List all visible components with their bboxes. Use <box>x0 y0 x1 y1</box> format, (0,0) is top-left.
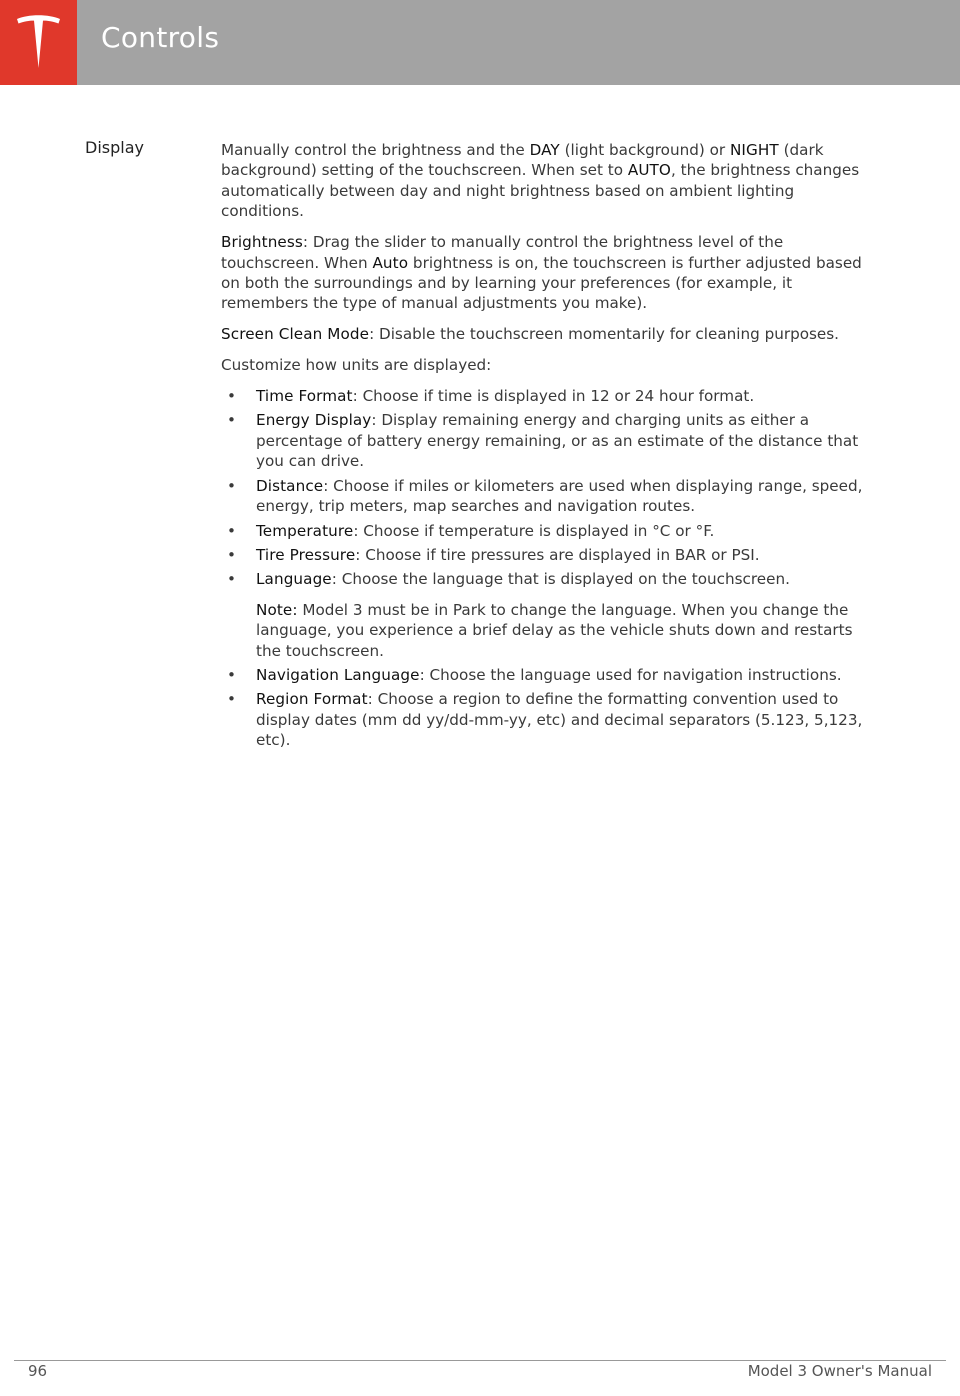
auto-term: Auto <box>372 253 409 272</box>
note-label: Note: <box>256 600 298 619</box>
page-header <box>0 0 960 85</box>
list-item-term: Distance <box>256 476 324 495</box>
auto-keyword: AUTO <box>627 161 671 180</box>
brand-logo-box <box>0 0 77 85</box>
brightness-paragraph <box>221 232 866 314</box>
units-list <box>221 386 866 751</box>
footer-divider <box>14 1360 946 1361</box>
list-item <box>221 569 866 661</box>
bullet-icon: • <box>227 570 236 589</box>
bullet-icon: • <box>227 476 236 495</box>
list-item-term: Tire Pressure <box>256 545 356 564</box>
brightness-term: Brightness <box>221 233 303 252</box>
list-item <box>221 521 866 541</box>
list-item-text: : Choose if miles or kilometers are used when displaying range, speed, energy, trip meters, map searches and navigation routes. <box>256 476 863 516</box>
list-item <box>221 689 866 750</box>
screen-clean-text: : Disable the touchscreen momentarily for cleaning purposes. <box>369 325 840 344</box>
list-item-term: Time Format <box>256 387 353 406</box>
bullet-icon: • <box>227 665 236 684</box>
intro-text: (dark background) setting of the touchscreen. When set to <box>221 141 824 180</box>
bullet-icon: • <box>227 411 236 430</box>
list-item-text: : Choose if tire pressures are displayed in BAR or PSI. <box>355 545 760 564</box>
section-body <box>221 140 866 755</box>
list-item-text: : Choose the language that is displayed on the touchscreen. <box>331 570 790 589</box>
day-keyword: DAY <box>529 141 560 159</box>
language-note <box>256 600 866 661</box>
section-label-display: Display <box>85 138 144 157</box>
list-item-text: : Choose a region to define the formatting convention used to display dates (mm dd yy/dd-mm-yy, etc) and decimal separators (5.123, 5,123, etc). <box>256 690 863 750</box>
page-title: Controls <box>101 21 220 54</box>
screen-clean-paragraph <box>221 324 866 344</box>
intro-text: (light background) or <box>559 141 730 159</box>
list-item-term: Language <box>256 570 332 589</box>
bullet-icon: • <box>227 545 236 564</box>
list-item-term: Temperature <box>256 521 354 540</box>
list-item <box>221 476 866 517</box>
list-item <box>221 665 866 685</box>
units-intro: Customize how units are displayed: <box>221 356 492 375</box>
brightness-text: : Drag the slider to manually control the brightness level of the touchscreen. When <box>221 233 784 272</box>
note-text: Model 3 must be in Park to change the language. When you change the language, you experience a brief delay as the vehicle shuts down and restarts the touchscreen. <box>256 600 853 660</box>
bullet-icon: • <box>227 521 236 540</box>
screen-clean-term: Screen Clean Mode <box>221 325 370 344</box>
list-item-text: : Choose if time is displayed in 12 or 24 hour format. <box>352 387 755 406</box>
intro-text: Manually control the brightness and the <box>221 141 530 159</box>
manual-name: Model 3 Owner's Manual <box>747 1362 932 1380</box>
brightness-text: brightness is on, the touchscreen is further adjusted based on both the surroundings and by learning your preferences (for example, it remembers the type of manual adjustments you make). <box>221 253 862 313</box>
bullet-icon: • <box>227 690 236 709</box>
list-item-term: Region Format <box>256 690 368 709</box>
list-item <box>221 545 866 565</box>
list-item <box>221 410 866 471</box>
list-item-term: Energy Display <box>256 411 372 430</box>
night-keyword: NIGHT <box>729 141 779 159</box>
list-item-text: : Display remaining energy and charging units as either a percentage of battery energy remaining, or as an estimate of the distance that you can drive. <box>256 411 859 471</box>
intro-text: , the brightness changes automatically between day and night brightness based on ambient lighting conditions. <box>221 161 860 221</box>
list-item <box>221 386 866 406</box>
tesla-logo-icon <box>14 15 63 70</box>
intro-paragraph <box>221 140 866 222</box>
list-item-text: : Choose the language used for navigation instructions. <box>419 665 842 684</box>
list-item-text: : Choose if temperature is displayed in °C or °F. <box>353 521 715 540</box>
page-number: 96 <box>28 1362 48 1380</box>
list-item-term: Navigation Language <box>256 665 420 684</box>
bullet-icon: • <box>227 387 236 406</box>
